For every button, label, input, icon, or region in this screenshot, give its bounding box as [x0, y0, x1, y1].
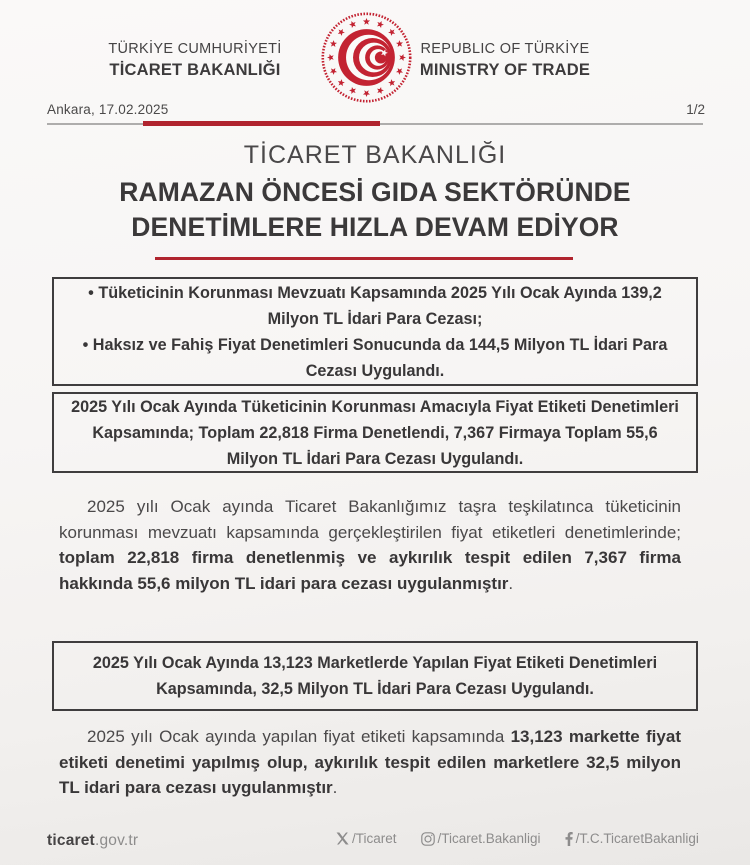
ministry-name-english	[380, 40, 630, 80]
website-link[interactable]	[47, 832, 138, 850]
para2-tail: .	[332, 778, 338, 797]
para2-lead: 2025 yılı Ocak ayında yapılan fiyat etiketi kapsamında	[87, 727, 511, 746]
header-rule-red-segment	[143, 121, 380, 126]
ministry-name-en-line1: REPUBLIC OF TÜRKİYE	[420, 41, 590, 57]
body-paragraph-price-tag	[59, 494, 681, 596]
page-title	[0, 140, 750, 245]
para1-lead: 2025 yılı Ocak ayında Ticaret Bakanlığımız taşra teşkilatınca tüketicinin korunması mevzuatı kapsamında gerçekleştirilen fiyat etiketleri denetimlerinde;	[59, 497, 681, 542]
instagram-icon	[421, 832, 435, 846]
para1-tail: .	[508, 573, 514, 593]
x-social-link[interactable]	[336, 831, 397, 846]
facebook-icon	[565, 832, 573, 846]
x-icon	[336, 832, 349, 845]
highlight-box-market-inspections	[52, 641, 698, 711]
page-number: 1/2	[686, 102, 705, 117]
ministry-name-tr-line2: TİCARET BAKANLIĞI	[109, 61, 281, 79]
dateline: Ankara, 17.02.2025	[47, 102, 169, 117]
body-paragraph-markets	[59, 724, 681, 801]
facebook-social-link[interactable]	[565, 831, 699, 846]
para2-bold: 13,123 markette fiyat etiketi denetimi yapılmış olup, aykırılık tespit edilen marketlere 32,5 milyon TL idari para cezası uygulanmıştır	[59, 727, 681, 797]
box2-text: 2025 Yılı Ocak Ayında Tüketicinin Korunması Amacıyla Fiyat Etiketi Denetimleri Kapsamında; Toplam 22,818 Firma Denetlendi, 7,367 Firmaya Toplam 55,6 Milyon TL İdari Para Cezası Uygulandı.	[71, 397, 679, 468]
title-line2: RAMAZAN ÖNCESİ GIDA SEKTÖRÜNDE	[119, 177, 631, 207]
box3-text: 2025 Yılı Ocak Ayında 13,123 Marketlerde Yapılan Fiyat Etiketi Denetimleri Kapsamında, 32,5 Milyon TL İdari Para Cezası Uygulandı.	[92, 654, 658, 698]
instagram-handle: /Ticaret.Bakanligi	[437, 831, 541, 846]
ministry-name-tr-line1: TÜRKİYE CUMHURİYETİ	[108, 41, 282, 57]
facebook-handle: /T.C.TicaretBakanligi	[575, 831, 699, 846]
title-kicker: TİCARET BAKANLIĞI	[243, 141, 507, 169]
title-underline	[155, 257, 573, 260]
website-domain: .gov.tr	[94, 832, 139, 849]
highlight-box-fines-summary	[52, 277, 698, 386]
x-handle: /Ticaret	[352, 831, 397, 846]
para1-bold: toplam 22,818 firma denetlenmiş ve aykırılık tespit edilen 7,367 firma hakkında 55,6 milyon TL idari para cezası uygulanmıştır	[59, 548, 681, 593]
instagram-social-link[interactable]	[421, 831, 541, 846]
bullet-consumer-protection-fine: • Tüketicinin Korunması Mevzuatı Kapsamında 2025 Yılı Ocak Ayında 139,2 Milyon TL İdari Para Cezası;	[88, 283, 662, 328]
highlight-box-price-tag-inspections	[52, 392, 698, 473]
bullet-unfair-price-fine: • Haksız ve Fahiş Fiyat Denetimleri Sonucunda da 144,5 Milyon TL İdari Para Cezası Uygulandı.	[82, 335, 668, 380]
title-line3: DENETİMLERE HIZLA DEVAM EDİYOR	[131, 212, 619, 242]
website-name: ticaret	[47, 832, 95, 849]
ministry-name-en-line2: MINISTRY OF TRADE	[419, 61, 591, 79]
social-links	[336, 831, 699, 846]
ministry-name-turkish	[70, 40, 320, 80]
